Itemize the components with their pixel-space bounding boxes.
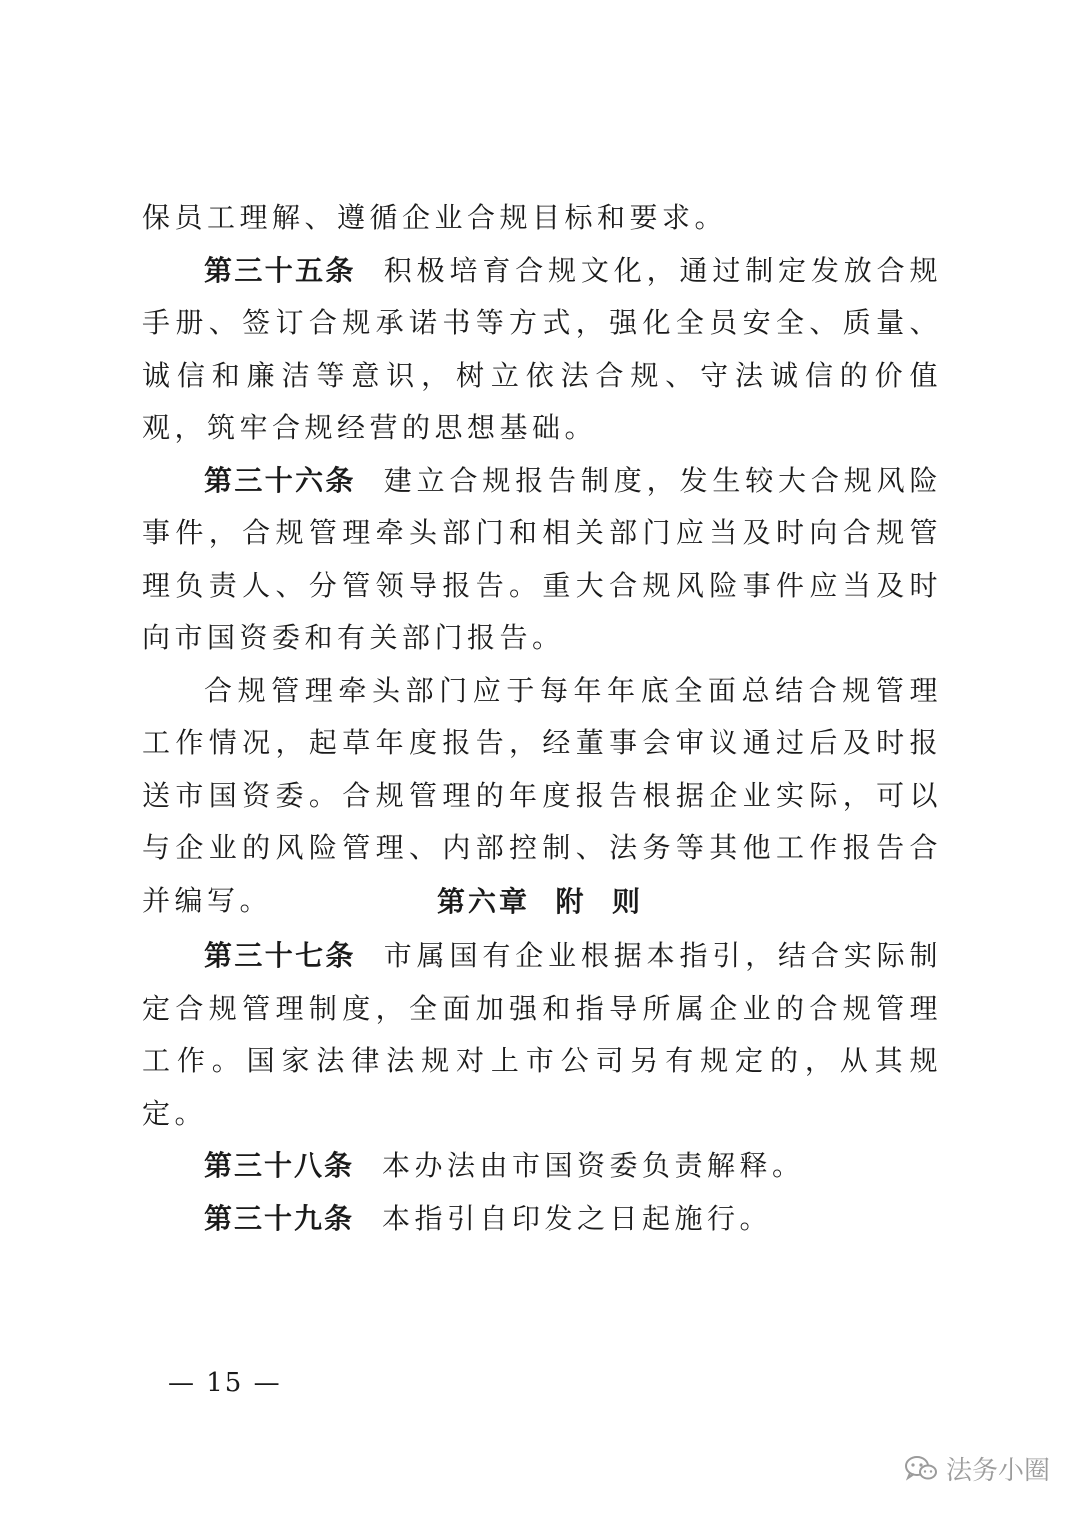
article-36-title: 第三十六条 <box>204 463 356 497</box>
article-35-title: 第三十五条 <box>204 253 356 287</box>
article-38 <box>142 1140 942 1193</box>
article-39-title: 第三十九条 <box>204 1201 355 1235</box>
article-38-text: 本办法由市国资委负责解释。 <box>382 1149 805 1182</box>
article-37 <box>142 930 942 1140</box>
article-39-text: 本指引自印发之日起施行。 <box>382 1201 773 1235</box>
document-body-lower <box>142 930 942 1245</box>
article-36-text: 建立合规报告制度，发生较大合规风险事件，合规管理牵头部门和相关部门应当及时向合规管理负责人、分管领导报告。重大合规风险事件应当及时向市国资委和有关部门报告。 <box>142 463 942 654</box>
article-38-title: 第三十八条 <box>204 1149 355 1182</box>
chapter-title: 第六章 附 则 <box>437 885 643 918</box>
article-36 <box>142 455 942 665</box>
article-37-title: 第三十七条 <box>204 939 356 972</box>
document-body-upper <box>142 192 942 927</box>
paragraph-continuation: 保员工理解、遵循企业合规目标和要求。 <box>142 201 728 234</box>
article-35 <box>142 245 942 455</box>
article-37-text: 市属国有企业根据本指引，结合实际制定合规管理制度，全面加强和指导所属企业的合规管理工作。国家法律法规对上市公司另有规定的，从其规定。 <box>142 939 942 1130</box>
article-35-text: 积极培育合规文化，通过制定发放合规手册、签订合规承诺书等方式，强化全员安全、质量、诚信和廉洁等意识，树立依法合规、守法诚信的价值观，筑牢合规经营的思想基础。 <box>142 253 942 444</box>
page-number: — 15 — <box>168 1368 282 1398</box>
article-39 <box>142 1193 942 1246</box>
wechat-icon <box>904 1455 938 1483</box>
article-36-paragraph-2: 合规管理牵头部门应于每年年底全面总结合规管理工作情况，起草年度报告，经董事会审议通过后及时报送市国资委。合规管理的年度报告根据企业实际，可以与企业的风险管理、内部控制、法务等其他工作报告合并编写。 <box>142 673 942 917</box>
watermark <box>904 1450 1050 1487</box>
watermark-label: 法务小圈 <box>945 1456 1050 1486</box>
